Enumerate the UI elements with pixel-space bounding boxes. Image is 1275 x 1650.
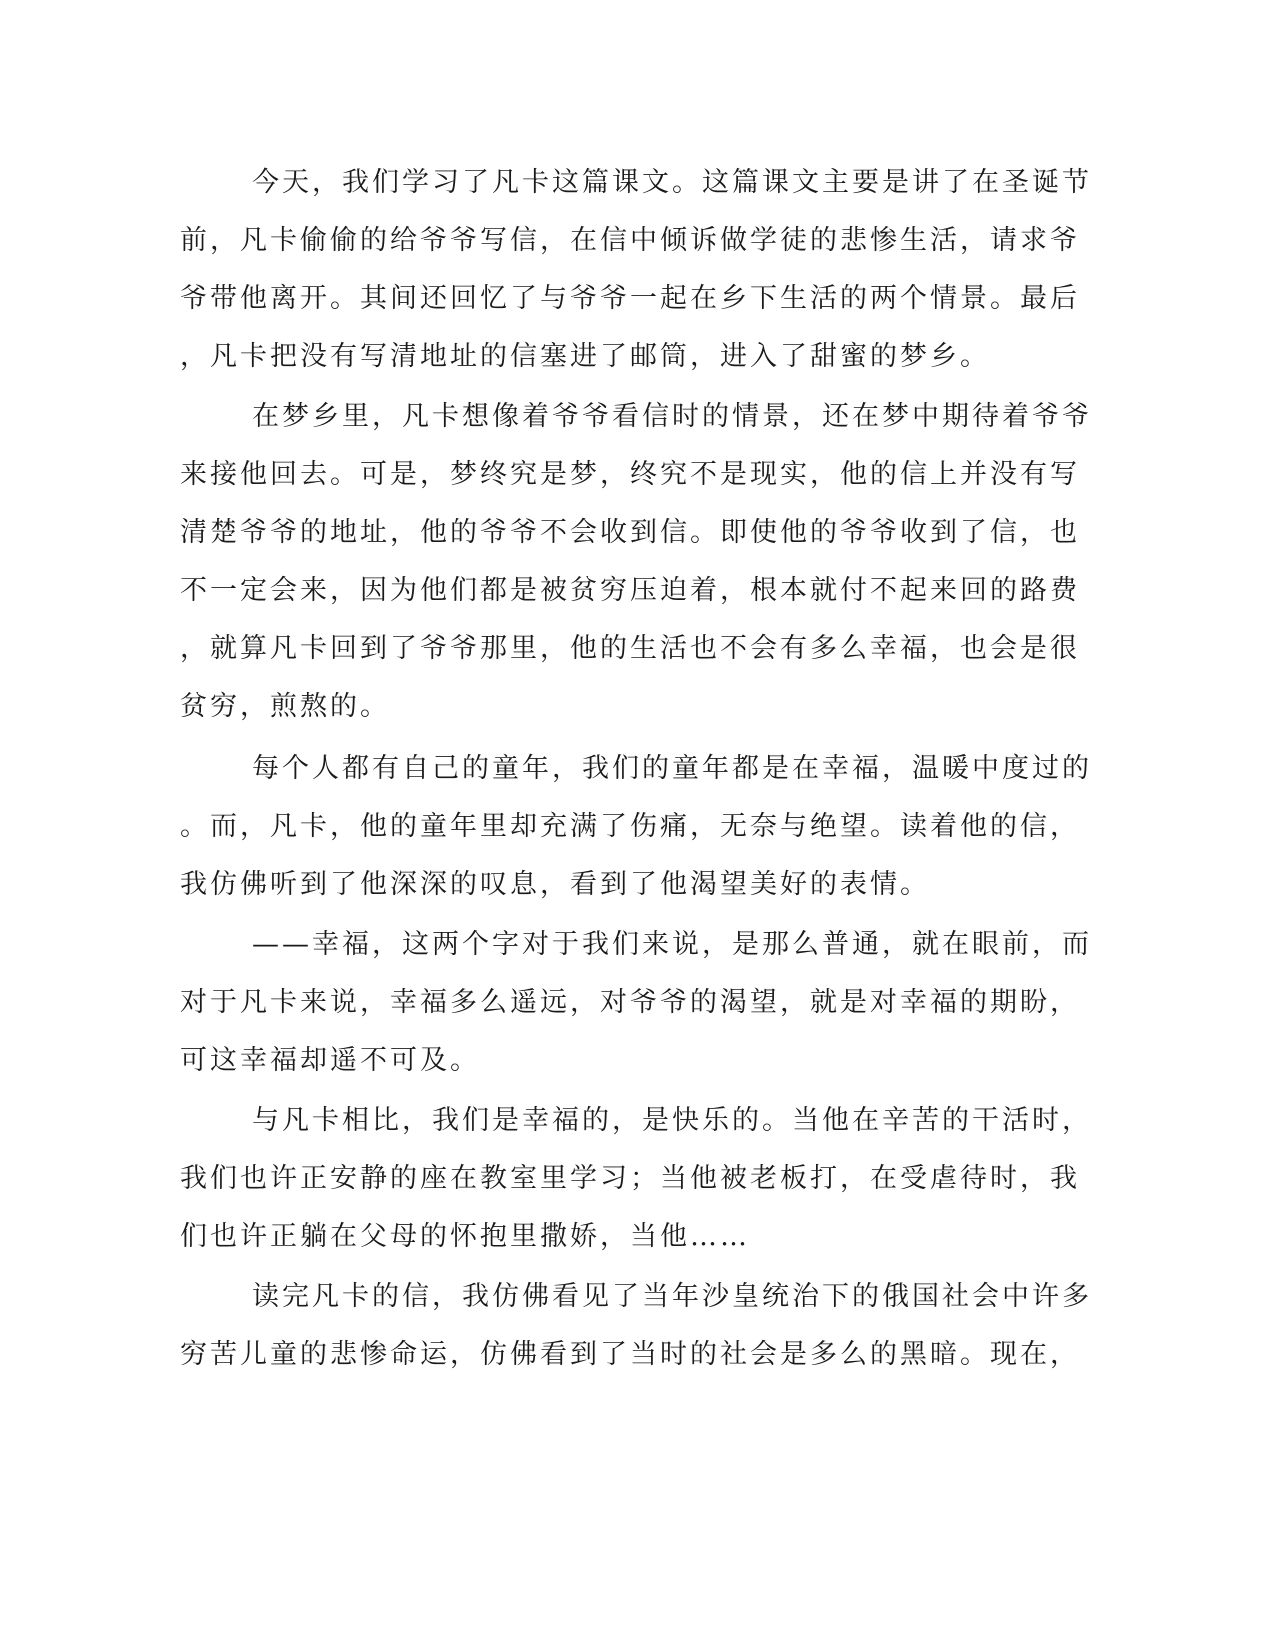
paragraph-4-line-2: 对于凡卡来说，幸福多么遥远，对爷爷的渴望，就是对幸福的期盼， xyxy=(180,987,1080,1018)
paragraph-1-line-3: 爷带他离开。其间还回忆了与爷爷一起在乡下生活的两个情景。最后 xyxy=(180,283,1080,314)
paragraph-2-line-5: ，就算凡卡回到了爷爷那里，他的生活也不会有多么幸福，也会是很 xyxy=(180,633,1080,664)
paragraph-5-line-2: 我们也许正安静的座在教室里学习；当他被老板打，在受虐待时，我 xyxy=(180,1163,1080,1194)
paragraph-3-line-3: 我仿佛听到了他深深的叹息，看到了他渴望美好的表情。 xyxy=(180,869,930,900)
paragraph-3-line-1: 每个人都有自己的童年，我们的童年都是在幸福，温暖中度过的 xyxy=(252,753,1092,784)
paragraph-2-line-6: 贫穷，煎熬的。 xyxy=(180,691,390,722)
paragraph-2-line-2: 来接他回去。可是，梦终究是梦，终究不是现实，他的信上并没有写 xyxy=(180,459,1080,490)
paragraph-2-line-1: 在梦乡里，凡卡想像着爷爷看信时的情景，还在梦中期待着爷爷 xyxy=(252,401,1092,432)
paragraph-1-line-4: ，凡卡把没有写清地址的信塞进了邮筒，进入了甜蜜的梦乡。 xyxy=(180,341,990,372)
paragraph-3-line-2: 。而，凡卡，他的童年里却充满了伤痛，无奈与绝望。读着他的信， xyxy=(180,811,1080,842)
paragraph-6-line-1: 读完凡卡的信，我仿佛看见了当年沙皇统治下的俄国社会中许多 xyxy=(252,1281,1092,1312)
paragraph-1-line-2: 前，凡卡偷偷的给爷爷写信，在信中倾诉做学徒的悲惨生活，请求爷 xyxy=(180,225,1080,256)
paragraph-4-line-3: 可这幸福却遥不可及。 xyxy=(180,1045,480,1076)
paragraph-5-line-3: 们也许正躺在父母的怀抱里撒娇，当他…… xyxy=(180,1221,750,1252)
paragraph-2-line-3: 清楚爷爷的地址，他的爷爷不会收到信。即使他的爷爷收到了信，也 xyxy=(180,517,1080,548)
paragraph-1-line-1: 今天，我们学习了凡卡这篇课文。这篇课文主要是讲了在圣诞节 xyxy=(252,167,1092,198)
paragraph-5-line-1: 与凡卡相比，我们是幸福的，是快乐的。当他在辛苦的干活时， xyxy=(252,1105,1092,1136)
paragraph-2-line-4: 不一定会来，因为他们都是被贫穷压迫着，根本就付不起来回的路费 xyxy=(180,575,1080,606)
paragraph-6-line-2: 穷苦儿童的悲惨命运，仿佛看到了当时的社会是多么的黑暗。现在， xyxy=(180,1339,1080,1370)
paragraph-4-line-1: ——幸福，这两个字对于我们来说，是那么普通，就在眼前，而 xyxy=(252,929,1092,960)
